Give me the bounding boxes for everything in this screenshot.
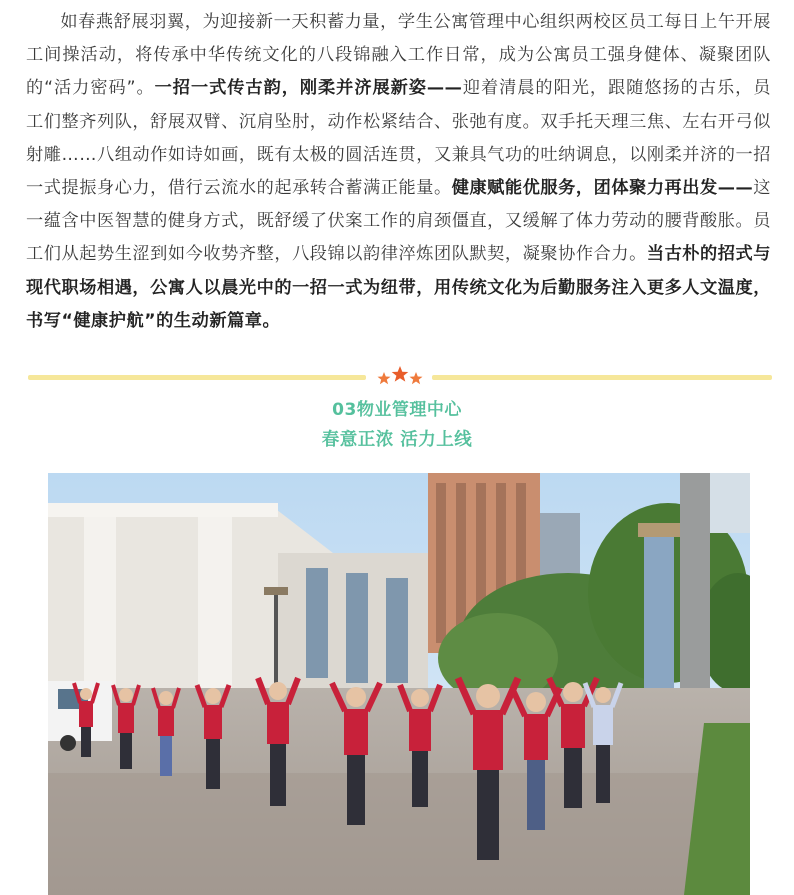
section-title: 03物业管理中心 — [332, 400, 462, 420]
highlight-heading-1: 一招一式传古韵，刚柔并济展新姿—— — [154, 78, 463, 99]
divider-bar-left — [28, 375, 366, 380]
closing-bold-text: 当古朴的招式与现代职场相遇，公寓人以晨光中的一招一式为纽带，用传统文化为后勤服务注入更多人文温度，书写“健康护航”的生动新篇章。 — [26, 244, 771, 331]
group-exercise-photo — [48, 473, 750, 895]
highlight-heading-2: 健康赋能优服务，团体聚力再出发—— — [451, 178, 754, 199]
section-divider — [28, 363, 772, 393]
body-text-2: 这一蕴含中医智慧的健身方式，既舒缓了伏案工作的肩颈僵直，又缓解了体力劳动的腰背酸胀。员工们从起势生涩到如今收势齐整，八段锦以韵律淬炼团队默契，凝聚协作合力。 — [26, 178, 771, 265]
three-stars-icon — [371, 363, 429, 393]
article-body — [26, 6, 771, 338]
article-paragraph — [26, 6, 771, 338]
section-subtitle: 春意正浓 活力上线 — [321, 430, 473, 450]
divider-bar-right — [432, 375, 772, 380]
body-text-1: 迎着清晨的阳光，跟随悠扬的古乐，员工们整齐列队，舒展双臂、沉肩坠肘，动作松紧结合、张弛有度。双手托天理三焦、左右开弓似射雕……八组动作如诗如画，既有太极的圆活连贯，又兼具气功的吐纳调息，以刚柔并济的一招一式提振身心力，借行云流水的起承转合蓄满正能量。 — [26, 78, 771, 199]
intro-text: 如春燕舒展羽翼，为迎接新一天积蓄力量，学生公寓管理中心组织两校区员工每日上午开展工间操活动，将传承中华传统文化的八段锦融入工作日常，成为公寓员工强身健体、凝聚团队的“活力密码”。 — [26, 12, 771, 99]
